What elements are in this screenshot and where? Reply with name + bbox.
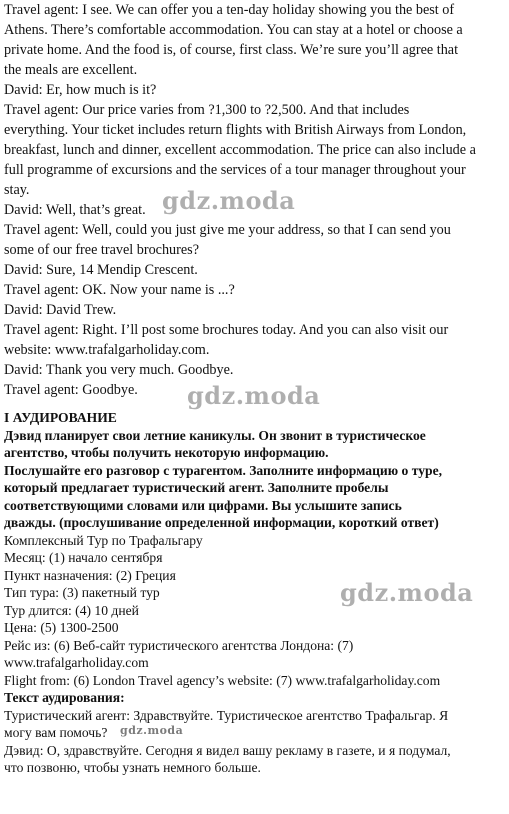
dialogue-line: stay.: [4, 182, 30, 198]
watermark: gdz.moda: [162, 186, 296, 215]
answer-line: Тип тура: (3) пакетный тур: [4, 585, 160, 600]
answer-line: Тур длится: (4) 10 дней: [4, 603, 139, 618]
transcript-heading: Текст аудирования:: [4, 690, 125, 705]
answer-line: Цена: (5) 1300-2500: [4, 620, 119, 635]
section-heading: I АУДИРОВАНИЕ: [4, 410, 117, 425]
transcript-line: Туристический агент: Здравствуйте. Туристическое агентство Трафальгар. Я: [4, 708, 449, 723]
dialogue-line: private home. And the food is, of course, first class. We’re sure you’ll agree that: [4, 42, 459, 58]
dialogue-line: Travel agent: OK. Now your name is ...?: [4, 282, 235, 298]
watermark: gdz.moda: [340, 578, 474, 607]
dialogue-line: David: Er, how much is it?: [4, 82, 157, 98]
answer-line: Месяц: (1) начало сентября: [4, 550, 163, 565]
transcript-line: что позвоню, чтобы узнать немного больше.: [4, 760, 261, 775]
dialogue-line: Travel agent: Goodbye.: [4, 382, 138, 398]
dialogue-line: Travel agent: I see. We can offer you a ten-day holiday showing you the best of: [4, 2, 455, 18]
dialogue-line: some of our free travel brochures?: [4, 242, 199, 258]
transcript-line: могу вам помочь?: [4, 725, 108, 740]
dialogue-line: everything. Your ticket includes return flights with British Airways from London,: [4, 122, 467, 138]
dialogue-line: Travel agent: Right. I’ll post some brochures today. And you can also visit our: [4, 322, 449, 338]
answer-line: www.trafalgarholiday.com: [4, 655, 149, 670]
answer-line: Flight from: (6) London Travel agency’s website: (7) www.trafalgarholiday.com: [4, 673, 441, 688]
dialogue-line: the meals are excellent.: [4, 62, 138, 78]
watermark: gdz.moda: [120, 724, 184, 737]
dialogue-line: breakfast, lunch and dinner, excellent accommodation. The price can also include a: [4, 142, 476, 158]
instruction-line: Послушайте его разговор с турагентом. Заполните информацию о туре,: [4, 463, 443, 478]
dialogue-line: Travel agent: Well, could you just give me your address, so that I can send you: [4, 222, 451, 238]
transcript-line: Дэвид: О, здравствуйте. Сегодня я видел вашу рекламу в газете, и я подумал,: [4, 743, 451, 758]
answer-line: Комплексный Тур по Трафальгару: [4, 533, 203, 548]
instruction-line: дважды. (прослушивание определенной информации, короткий ответ): [4, 515, 439, 530]
dialogue-line: website: www.trafalgarholiday.com.: [4, 342, 210, 358]
dialogue-line: David: Thank you very much. Goodbye.: [4, 362, 234, 378]
dialogue-line: David: Sure, 14 Mendip Crescent.: [4, 262, 198, 278]
instruction-line: Дэвид планирует свои летние каникулы. Он звонит в туристическое: [4, 428, 426, 443]
answer-line: Рейс из: (6) Веб-сайт туристического агентства Лондона: (7): [4, 638, 354, 653]
dialogue-line: Athens. There’s comfortable accommodation. You can stay at a hotel or choose a: [4, 22, 463, 38]
dialogue-line: Travel agent: Our price varies from ?1,300 to ?2,500. And that includes: [4, 102, 410, 118]
instruction-line: который предлагает туристический агент. Заполните пробелы: [4, 480, 389, 495]
instruction-line: агентство, чтобы получить некоторую информацию.: [4, 445, 329, 460]
answer-line: Пункт назначения: (2) Греция: [4, 568, 176, 583]
watermark: gdz.moda: [187, 381, 321, 410]
dialogue-line: David: Well, that’s great.: [4, 202, 146, 218]
dialogue-line: David: David Trew.: [4, 302, 117, 318]
instruction-line: соответствующими словами или цифрами. Вы услышите запись: [4, 498, 402, 513]
dialogue-line: full programme of excursions and the services of a tour manager throughout your: [4, 162, 466, 178]
